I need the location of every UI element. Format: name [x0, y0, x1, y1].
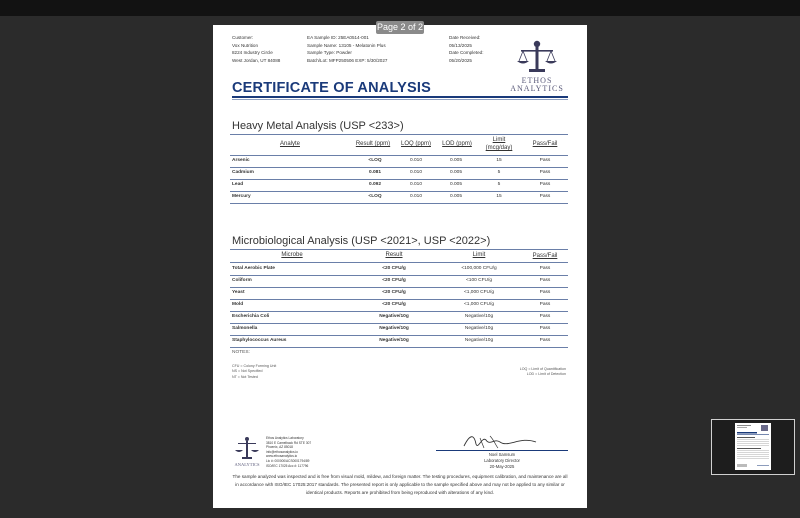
row-divider [230, 191, 568, 192]
analyte-lod: 0.005 [449, 170, 462, 175]
microbe-name: Mold [232, 302, 244, 307]
microbe-result: Negative/10g [379, 326, 409, 331]
date-line: 05/20/2025 [449, 58, 472, 64]
micro-top-rule [230, 249, 568, 250]
legend-right [500, 367, 566, 378]
row-divider [230, 167, 568, 168]
microbe-name: Total Aerobic Plate [232, 266, 275, 271]
microbe-status: Pass [539, 290, 551, 295]
svg-text:ANALYTICS: ANALYTICS [234, 462, 260, 467]
lab-info-line: Phoenix, AZ 85018 [266, 445, 293, 450]
analyte-lod: 0.005 [449, 182, 462, 187]
analyte-name: Arsenic [232, 158, 250, 163]
heavy-metal-title: Heavy Metal Analysis (USP <233>) [232, 120, 404, 132]
microbe-limit: <100 CFU/g [466, 278, 492, 283]
microbe-result: <20 CFU/g [382, 278, 406, 283]
micro-title: Microbiological Analysis (USP <2021>, USP <2022>) [232, 235, 491, 247]
heavy-metal-top-rule [230, 134, 568, 135]
dates-block [449, 34, 483, 65]
col-header-lod: LOD (ppm) [442, 141, 472, 147]
lab-info [266, 436, 311, 468]
microbe-limit: <1,000 CFU/g [464, 302, 494, 307]
microbe-result: <20 CFU/g [382, 266, 406, 271]
sample-line: Sample Type: Powder [307, 50, 352, 56]
microbe-status: Pass [539, 302, 551, 307]
row-divider [230, 311, 568, 312]
microbe-result: <20 CFU/g [382, 290, 406, 295]
legend-entry: CFU = Colony Forming Unit [232, 364, 277, 368]
col-header-passfail: Pass/Fail [532, 141, 558, 147]
microbe-limit: Negative/10g [464, 314, 494, 319]
analyte-limit: 5 [497, 182, 501, 187]
customer-block [232, 34, 280, 65]
legend-entry: NS = Not Specified [232, 369, 263, 374]
col-header-micro-limit: Limit [472, 252, 486, 258]
microbe-name: Escherichia Coli [232, 314, 270, 319]
legend-left [232, 364, 276, 380]
notes-label: NOTES: [232, 350, 250, 355]
row-divider [230, 287, 568, 288]
analyte-loq: 0.010 [409, 170, 422, 175]
signature-line [436, 450, 568, 451]
col-header-micro-result: Result [385, 252, 403, 258]
microbe-name: Salmonella [232, 326, 258, 331]
analyte-limit: 15 [496, 194, 502, 199]
certificate-title: CERTIFICATE OF ANALYSIS [232, 80, 432, 96]
micro-header-rule [230, 262, 568, 263]
analyte-status: Pass [539, 194, 551, 199]
microbe-result: Negative/10g [379, 314, 409, 319]
title-rule-thin [232, 99, 568, 100]
microbe-status: Pass [539, 266, 551, 271]
analyte-name: Lead [232, 182, 244, 187]
analyte-result: <LOQ [368, 194, 382, 199]
viewer-toolbar [0, 0, 800, 16]
customer-line: Vox Nutrition [232, 42, 259, 48]
lab-info-line: info@ethosanalytics.io [266, 449, 298, 454]
analyte-status: Pass [539, 170, 551, 175]
microbe-limit: <1,000 CFU/g [464, 290, 494, 295]
sample-line: Sample Name: 13105 - Melatonin Plus [307, 42, 386, 48]
analyte-result: 0.081 [368, 170, 381, 175]
signer-role: Laboratory Director [484, 458, 520, 463]
row-divider [230, 335, 568, 336]
microbe-status: Pass [539, 338, 551, 343]
logo-line-2: ANALYTICS [510, 84, 564, 93]
lab-info-line: Ethos Analytics Laboratory [266, 436, 304, 440]
microbe-name: Coliform [232, 278, 252, 283]
sample-block [307, 34, 387, 65]
analyte-loq: 0.010 [409, 182, 422, 187]
lab-info-line: 3810 E Camelback Rd STE 307 [266, 440, 312, 445]
lab-logo-icon [232, 435, 262, 469]
row-divider [230, 323, 568, 324]
analyte-result: <LOQ [368, 158, 382, 163]
sample-line: Batch/Lot: MFP250506 EXP: 5/30/2027 [307, 58, 388, 64]
microbe-status: Pass [539, 326, 551, 331]
customer-line: West Jordan, UT 84088 [232, 58, 281, 64]
logo-line-1: ETHOS [521, 76, 553, 85]
ethos-logo [505, 39, 569, 95]
title-rule [232, 96, 568, 98]
page-thumbnail[interactable] [735, 423, 771, 470]
lab-info-line: www.ethosanalytics.io [266, 454, 298, 459]
analyte-loq: 0.010 [409, 194, 422, 199]
col-header-limit: Limit [492, 137, 506, 143]
microbe-result: <20 CFU/g [382, 302, 406, 307]
customer-line: 8224 Industry Circle [232, 50, 273, 56]
thumbnail-preview-icon [735, 423, 771, 470]
legend-entry: LOD = Limit of Detection [526, 372, 566, 377]
analyte-status: Pass [539, 158, 551, 163]
row-divider [230, 275, 568, 276]
date-line: 05/13/2025 [449, 42, 472, 48]
col-header-limit-unit: (mcg/day) [485, 145, 513, 151]
analyte-name: Mercury [232, 194, 251, 199]
col-header-microbe: Microbe [281, 252, 303, 258]
microbe-status: Pass [539, 278, 551, 283]
customer-label: Customer: [232, 35, 254, 40]
analyte-lod: 0.005 [449, 158, 462, 163]
microbe-result: Negative/10g [379, 338, 409, 343]
row-divider [230, 179, 568, 180]
signer-name: Noel Samsum [488, 452, 516, 457]
microbe-limit: Negative/10g [464, 338, 494, 343]
row-divider [230, 347, 568, 348]
date-line: Date Received: [449, 35, 481, 40]
signature-image [460, 430, 540, 452]
col-header-result: Result (ppm) [355, 141, 391, 147]
legend-entry: NT = Not Tested [232, 374, 258, 379]
heavy-metal-header-rule [230, 155, 568, 156]
analyte-result: 0.092 [368, 182, 381, 187]
col-header-micro-passfail: Pass/Fail [532, 253, 558, 259]
analyte-loq: 0.010 [409, 158, 422, 163]
col-header-loq: LOQ (ppm) [400, 141, 431, 147]
page-indicator: Page 2 of 2 [376, 22, 424, 32]
legend-entry: LOQ = Limit of Quantification [519, 367, 566, 371]
scales-icon [505, 39, 569, 77]
page-thumbnail-panel[interactable] [711, 419, 795, 475]
analyte-lod: 0.005 [449, 194, 462, 199]
microbe-name: Yeast [232, 290, 245, 295]
date-line: Date Completed: [449, 50, 484, 56]
sample-line: EA Sample ID: 25EA0514-001 [307, 35, 369, 40]
microbe-limit: <100,000 CFU/g [461, 266, 497, 271]
lab-info-line: Lic #: 000000/ACS0001794/89 [266, 458, 310, 463]
analyte-limit: 5 [497, 170, 501, 175]
signature-date: 20-May-2025 [489, 464, 515, 469]
microbe-status: Pass [539, 314, 551, 319]
microbe-name: Staphylococcus Aureus [232, 338, 287, 343]
col-header-analyte: Analyte [279, 141, 300, 147]
footer-disclaimer: The sample analyzed was inspected and is free from visual mold, mildew, and foreign matter. The testing procedures, equipment calibration, and maintenance are all in accordance with ISO/IEC 17025:2017 standards. The presented report is only applicable to the sample specified above and may not be applied to any similar or identical products. Reports are prohibited from being reproduced with alterations of any kind. [232, 474, 568, 495]
microbe-limit: Negative/10g [464, 326, 494, 331]
row-divider [230, 203, 568, 204]
analyte-status: Pass [539, 182, 551, 187]
analyte-name: Cadmium [232, 170, 254, 175]
lab-info-line: ISO/IEC 17025 Acc #: 117796 [266, 463, 309, 468]
row-divider [230, 299, 568, 300]
analyte-limit: 15 [496, 158, 502, 163]
